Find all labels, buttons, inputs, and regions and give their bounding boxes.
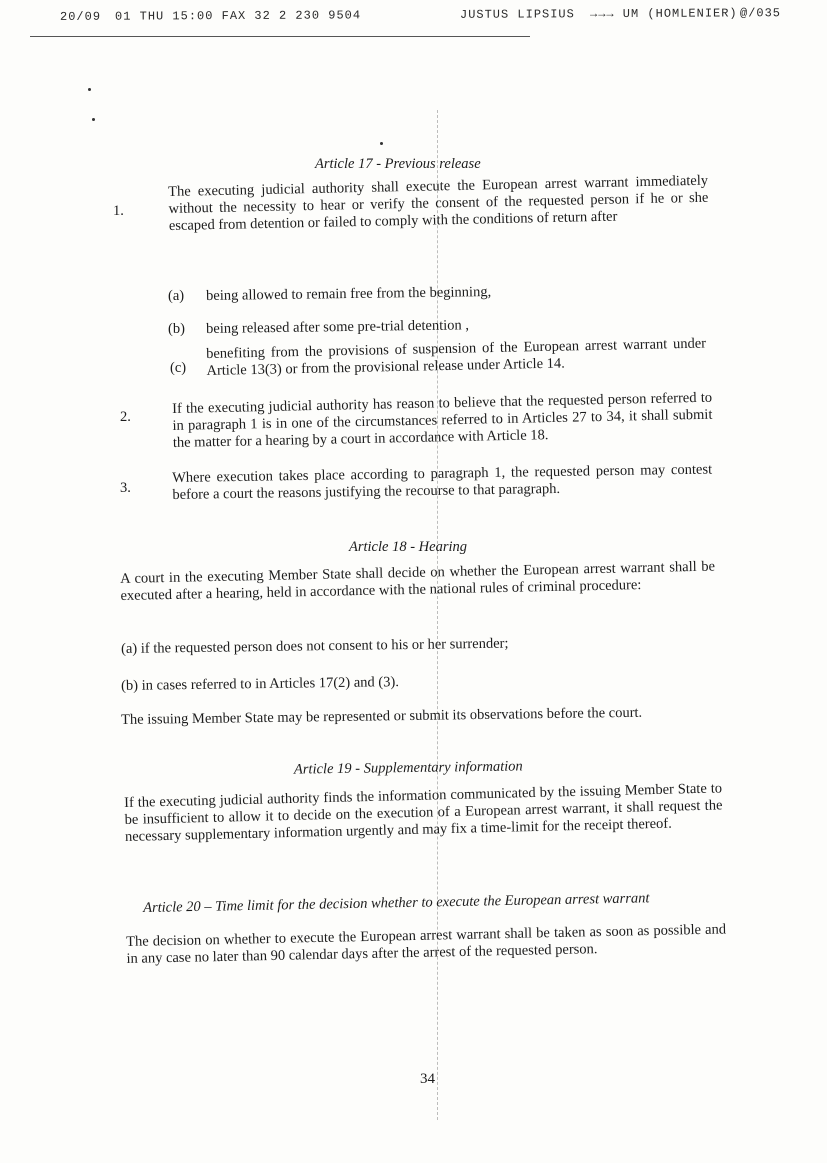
subitem-text: being released after some pre-trial detention , (206, 317, 470, 337)
subitem-text: being allowed to remain free from the beginning, (206, 284, 492, 304)
article-17-paragraph-2: If the executing judicial authority has reason to believe that the requested person referred to in paragraph 1 is in one of the circumstances referred to in Articles 27 to 34, it shall submit the matter for a hearing by a court in accordance with Article 18. (172, 389, 713, 451)
fax-time-number: 01 THU 15:00 FAX 32 2 230 9504 (114, 8, 362, 24)
fax-divider (30, 36, 530, 37)
scan-speck (92, 118, 95, 121)
fax-date: 20/09 (59, 9, 102, 24)
article-18-item-b: (b) in cases referred to in Articles 17(2) and (3). (121, 674, 400, 694)
subitem-label: (c) (170, 360, 187, 376)
item-number: 2. (120, 409, 131, 425)
article-18-closing: The issuing Member State may be represented or submit its observations before the court. (121, 704, 643, 728)
article-18-heading: Article 18 - Hearing (349, 539, 467, 555)
article-17-paragraph-3: Where execution takes place according to paragraph 1, the requested person may contest before a court the reasons justifying the recourse to that paragraph. (172, 461, 713, 503)
page-number: 34 (420, 1071, 435, 1087)
fax-sender: JUSTUS LIPSIUS (459, 7, 575, 22)
subitem-label: (a) (168, 288, 185, 304)
fax-recipient: →→→ UM (HOMLENIER) (589, 6, 738, 22)
scan-speck (380, 142, 383, 145)
item-number: 1. (113, 203, 124, 219)
subitem-text: benefiting from the provisions of suspension of the European arrest warrant under Article 13(3) or from the provisional release under Article 14. (206, 335, 707, 379)
item-number: 3. (120, 480, 131, 496)
subitem-label: (b) (168, 321, 185, 337)
article-17-paragraph-1: The executing judicial authority shall execute the European arrest warrant immediately without the necessity to hear or verify the consent of the requested person if he or she escaped from detention or failed to comply with the conditions of return after (168, 172, 709, 234)
article-18-intro: A court in the executing Member State shall decide on whether the European arrest warrant shall be executed after a hearing, held in accordance with the national rules of criminal procedure: (120, 558, 716, 604)
scan-speck (88, 88, 91, 91)
article-18-item-a: (a) if the requested person does not consent to his or her surrender; (121, 635, 509, 657)
fax-page: @/035 (739, 6, 782, 21)
article-20-text: The decision on whether to execute the European arrest warrant shall be taken as soon as possible and in any case no later than 90 calendar days after the arrest of the requested person. (126, 921, 727, 967)
fax-header (60, 6, 800, 28)
article-17-heading: Article 17 - Previous release (315, 156, 481, 172)
article-19-heading: Article 19 - Supplementary information (293, 758, 523, 778)
article-20-heading: Article 20 – Time limit for the decision whether to execute the European arrest warrant (143, 890, 650, 916)
scan-fold-line (437, 110, 439, 1120)
article-19-text: If the executing judicial authority finds the information communicated by the issuing Member State to be insufficient to allow it to decide on the execution of a European arrest warrant, it shall request the necessary supplementary information urgently and may fix a time-limit for the receipt thereof. (124, 780, 723, 845)
